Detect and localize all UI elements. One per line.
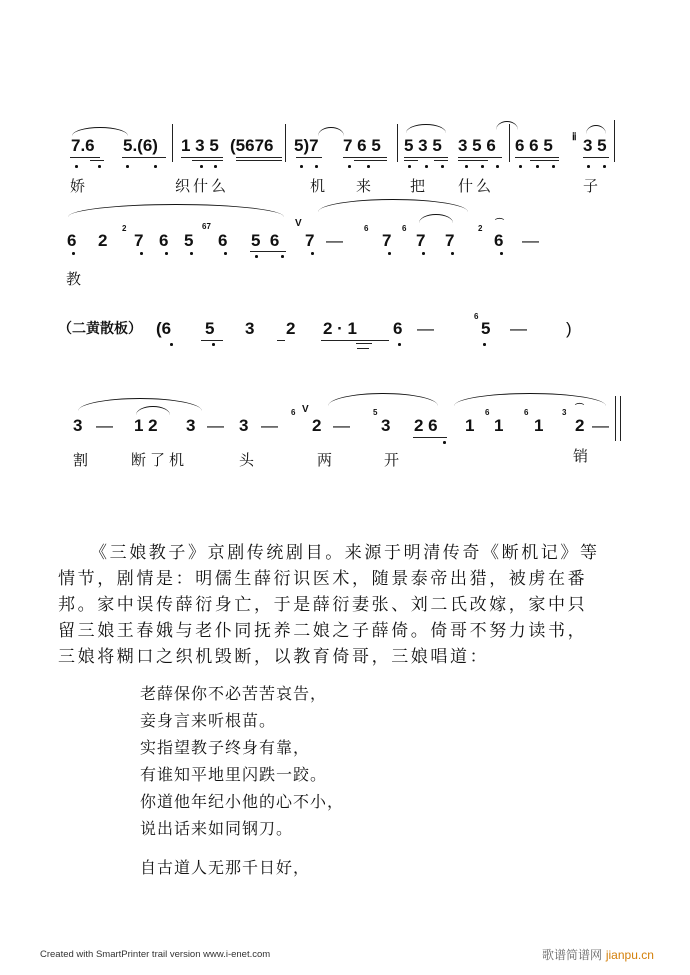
underline bbox=[458, 157, 502, 158]
footer-watermark: Created with SmartPrinter trail version www.i-enet.com bbox=[40, 949, 271, 960]
underline bbox=[250, 251, 286, 252]
underline bbox=[201, 340, 223, 341]
note: 6 bbox=[393, 319, 403, 338]
verse-line: 有谁知平地里闪跌一跤。 bbox=[140, 765, 328, 784]
note-group: 7 6 5 bbox=[343, 136, 381, 155]
octave-dot bbox=[483, 343, 486, 346]
note-group: 3 5 bbox=[583, 136, 607, 155]
octave-dot bbox=[500, 252, 503, 255]
lyric: 什么 bbox=[458, 177, 495, 195]
octave-dot bbox=[481, 165, 484, 168]
grace-note: 6 bbox=[402, 224, 407, 233]
prose-line: 邦。家中误传薛衍身亡，于是薛衍妻张、刘二氏改嫁，家中只 bbox=[58, 595, 588, 615]
underline bbox=[515, 157, 559, 158]
note: 3 bbox=[73, 416, 83, 435]
dash: — bbox=[96, 416, 113, 435]
note-group: 5)7 bbox=[294, 136, 319, 155]
octave-dot bbox=[388, 252, 391, 255]
grace-note: 5 bbox=[373, 408, 378, 417]
note: 3 bbox=[239, 416, 249, 435]
note: 1 bbox=[465, 416, 475, 435]
octave-dot bbox=[98, 165, 101, 168]
final-barline bbox=[620, 396, 621, 441]
octave-dot bbox=[75, 165, 78, 168]
note-group: 2 6 bbox=[414, 416, 438, 435]
dash: — bbox=[333, 416, 350, 435]
grace-note: 6 bbox=[364, 224, 369, 233]
fermata: ⌒ bbox=[575, 403, 585, 413]
breath-mark: V bbox=[295, 218, 302, 229]
slur bbox=[318, 127, 344, 136]
note: 7 bbox=[134, 231, 144, 250]
prose-line: 情节，剧情是：明儒生薛衍识医术，随景泰帝出猎，被虏在番 bbox=[58, 569, 588, 589]
grace-note: 6 bbox=[485, 408, 490, 417]
verse-line: 自古道人无那千日好， bbox=[140, 858, 311, 877]
note: 7 bbox=[416, 231, 426, 250]
verse-line: 实指望教子终身有靠， bbox=[140, 738, 311, 757]
octave-dot bbox=[536, 165, 539, 168]
octave-dot bbox=[315, 165, 318, 168]
note-group: 6 6 5 bbox=[515, 136, 553, 155]
barline bbox=[614, 120, 615, 162]
underline bbox=[122, 157, 166, 158]
octave-dot bbox=[422, 252, 425, 255]
note: 2 bbox=[312, 416, 322, 435]
underline bbox=[236, 160, 282, 161]
octave-dot bbox=[190, 252, 193, 255]
octave-dot bbox=[126, 165, 129, 168]
note: 1 bbox=[494, 416, 504, 435]
lyric: 娇 bbox=[70, 177, 86, 195]
octave-dot bbox=[281, 255, 284, 258]
note: 2 bbox=[98, 231, 108, 250]
grace-note: 2 bbox=[122, 224, 127, 233]
underline bbox=[356, 343, 372, 344]
note-group: 5 3 5 bbox=[404, 136, 442, 155]
slur bbox=[406, 124, 446, 133]
octave-dot bbox=[154, 165, 157, 168]
octave-dot bbox=[441, 165, 444, 168]
octave-dot bbox=[140, 252, 143, 255]
underline bbox=[434, 160, 448, 161]
octave-dot bbox=[603, 165, 606, 168]
note: 3 bbox=[381, 416, 391, 435]
octave-dot bbox=[300, 165, 303, 168]
octave-dot bbox=[398, 343, 401, 346]
note: (6 bbox=[156, 319, 172, 338]
site-name-cn: 歌谱简谱网 bbox=[542, 948, 603, 962]
note: 5 bbox=[184, 231, 194, 250]
note-group: 2 · 1 bbox=[323, 319, 358, 338]
octave-dot bbox=[451, 252, 454, 255]
prose-line: 三娘将糊口之织机毁断，以教育倚哥，三娘唱道： bbox=[58, 647, 490, 667]
underline bbox=[277, 340, 285, 341]
note: 1 bbox=[534, 416, 544, 435]
octave-dot bbox=[587, 165, 590, 168]
lyric: 把 bbox=[410, 177, 426, 195]
note: 2 bbox=[286, 319, 296, 338]
note: 6 bbox=[218, 231, 228, 250]
note: 6 bbox=[159, 231, 169, 250]
slur bbox=[72, 127, 128, 136]
octave-dot bbox=[519, 165, 522, 168]
slur bbox=[496, 121, 518, 130]
slur bbox=[318, 199, 468, 212]
slur bbox=[328, 393, 438, 406]
lyric: 头 bbox=[239, 451, 255, 469]
note-group: 7.6 bbox=[71, 136, 95, 155]
dash: — bbox=[522, 231, 539, 250]
dash: — bbox=[510, 319, 527, 338]
dash: — bbox=[207, 416, 224, 435]
lyric: 来 bbox=[356, 177, 372, 195]
note-group: 5.(6) bbox=[123, 136, 158, 155]
note: 5 6 bbox=[251, 231, 280, 250]
underline bbox=[296, 157, 322, 158]
underline bbox=[236, 157, 282, 158]
underline bbox=[192, 160, 223, 161]
final-barline bbox=[615, 396, 616, 441]
lyric: 开 bbox=[384, 451, 400, 469]
octave-dot bbox=[165, 252, 168, 255]
grace-note: 3 bbox=[562, 408, 567, 417]
underline bbox=[404, 157, 448, 158]
fermata: ⌒ bbox=[495, 218, 505, 228]
underline bbox=[583, 157, 609, 158]
lyric: 织什么 bbox=[175, 177, 230, 195]
slur bbox=[419, 214, 453, 223]
note-group: (5676 bbox=[230, 136, 274, 155]
dash: — bbox=[261, 416, 278, 435]
octave-dot bbox=[214, 165, 217, 168]
note-group: 3 5 6 bbox=[458, 136, 496, 155]
slur bbox=[586, 125, 606, 134]
note: 6 bbox=[494, 231, 504, 250]
barline bbox=[397, 124, 398, 162]
note: 3 bbox=[245, 319, 255, 338]
grace-note: 6 bbox=[291, 408, 296, 417]
octave-dot bbox=[348, 165, 351, 168]
octave-dot bbox=[465, 165, 468, 168]
note: 7 bbox=[382, 231, 392, 250]
verse-line: 老薛保你不必苦苦哀告， bbox=[140, 684, 328, 703]
underline bbox=[357, 348, 369, 349]
underline bbox=[70, 157, 100, 158]
barline bbox=[509, 124, 510, 162]
underline bbox=[530, 160, 559, 161]
octave-dot bbox=[224, 252, 227, 255]
octave-dot bbox=[425, 165, 428, 168]
barline bbox=[172, 124, 173, 162]
underline bbox=[343, 157, 387, 158]
octave-dot bbox=[311, 252, 314, 255]
underline bbox=[181, 157, 223, 158]
octave-dot bbox=[408, 165, 411, 168]
lyric: 割 bbox=[73, 451, 89, 469]
octave-dot bbox=[496, 165, 499, 168]
prose-line: 《三娘教子》京剧传统剧目。来源于明清传奇《断机记》等 bbox=[90, 543, 600, 563]
octave-dot bbox=[72, 252, 75, 255]
underline bbox=[458, 160, 488, 161]
lyric: 子 bbox=[583, 177, 599, 195]
octave-dot bbox=[200, 165, 203, 168]
octave-dot bbox=[367, 165, 370, 168]
breath-mark: ⅱ bbox=[572, 132, 577, 143]
barline bbox=[285, 124, 286, 162]
dash: — bbox=[592, 416, 609, 435]
note: ) bbox=[566, 319, 572, 338]
grace-note: 2 bbox=[478, 224, 483, 233]
note: 5 bbox=[481, 319, 491, 338]
grace-note: 6 bbox=[474, 312, 479, 321]
note-group: 1 2 bbox=[134, 416, 158, 435]
note: 7 bbox=[445, 231, 455, 250]
note: 3 bbox=[186, 416, 196, 435]
note: 2 bbox=[575, 416, 585, 435]
site-name-en: jianpu.cn bbox=[605, 948, 654, 962]
note: 5 bbox=[205, 319, 215, 338]
verse-line: 说出话来如同钢刀。 bbox=[140, 819, 294, 838]
lyric: 两 bbox=[317, 451, 333, 469]
verse-line: 你道他年纪小他的心不小， bbox=[140, 792, 345, 811]
prose-line: 留三娘王春娥与老仆同抚养二娘之子薛倚。倚哥不努力读书， bbox=[58, 621, 588, 641]
underline bbox=[404, 160, 418, 161]
dash: — bbox=[326, 231, 343, 250]
site-watermark bbox=[542, 946, 654, 963]
slur bbox=[68, 204, 284, 217]
note-group: 1 3 5 bbox=[181, 136, 219, 155]
underline bbox=[413, 437, 447, 438]
lyric: 教 bbox=[66, 270, 82, 288]
breath-mark: V bbox=[302, 404, 309, 415]
octave-dot bbox=[443, 441, 446, 444]
lyric: 断了机 bbox=[131, 451, 189, 469]
octave-dot bbox=[552, 165, 555, 168]
octave-dot bbox=[170, 343, 173, 346]
dash: — bbox=[417, 319, 434, 338]
lyric: 销 bbox=[573, 447, 589, 465]
underline bbox=[321, 340, 389, 341]
underline bbox=[354, 160, 387, 161]
octave-dot bbox=[255, 255, 258, 258]
grace-note: 6 bbox=[524, 408, 529, 417]
verse-line: 妾身言来听根苗。 bbox=[140, 711, 277, 730]
grace-note: 67 bbox=[202, 222, 211, 231]
underline bbox=[90, 160, 104, 161]
tempo-label: （二黄散板） bbox=[58, 321, 142, 337]
note: 6 bbox=[67, 231, 77, 250]
octave-dot bbox=[212, 343, 215, 346]
lyric: 机 bbox=[310, 177, 326, 195]
note: 7 bbox=[305, 231, 315, 250]
